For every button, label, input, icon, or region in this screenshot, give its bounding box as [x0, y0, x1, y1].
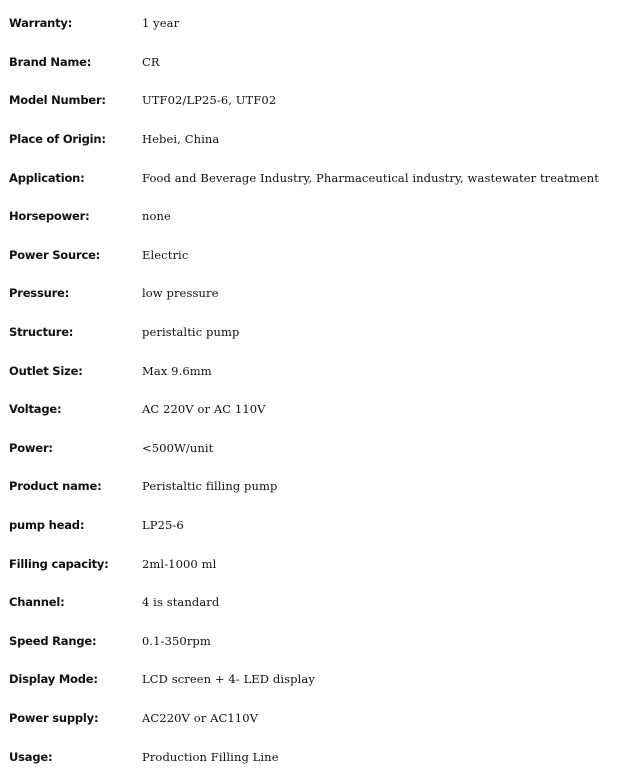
- spec-label: Place of Origin:: [9, 132, 106, 147]
- spec-label: Outlet Size:: [9, 363, 83, 378]
- spec-value: 4 is standard: [142, 595, 220, 610]
- spec-row-structure: [0, 313, 638, 352]
- spec-label: pump head:: [9, 518, 85, 533]
- spec-label: Model Number:: [9, 93, 106, 108]
- spec-value: LP25-6: [142, 518, 184, 533]
- spec-label: Warranty:: [9, 16, 73, 31]
- spec-value: Food and Beverage Industry, Pharmaceutical industry, wastewater treatment: [142, 170, 599, 185]
- spec-row-product-name: [0, 467, 638, 506]
- spec-label: Power:: [9, 440, 53, 455]
- spec-row-place-of-origin: [0, 120, 638, 159]
- spec-label: Power supply:: [9, 710, 99, 725]
- spec-label: Product name:: [9, 479, 102, 494]
- spec-row-display-mode: [0, 660, 638, 699]
- spec-value: AC220V or AC110V: [142, 710, 259, 725]
- spec-label: Application:: [9, 170, 85, 185]
- spec-value: LCD screen + 4- LED display: [142, 672, 315, 687]
- spec-row-brand-name: [0, 43, 638, 82]
- spec-value: Hebei, China: [142, 132, 220, 147]
- spec-label: Filling capacity:: [9, 556, 109, 571]
- spec-value: 2ml-1000 ml: [142, 556, 217, 571]
- spec-label: Usage:: [9, 749, 53, 764]
- spec-label: Speed Range:: [9, 633, 97, 648]
- spec-value: <500W/unit: [142, 440, 214, 455]
- spec-label: Display Mode:: [9, 672, 98, 687]
- product-specifications-table: [0, 4, 638, 776]
- spec-row-filling-capacity: [0, 544, 638, 583]
- spec-label: Structure:: [9, 325, 74, 340]
- spec-row-application: [0, 158, 638, 197]
- spec-row-power-supply: [0, 699, 638, 738]
- spec-label: Power Source:: [9, 247, 101, 262]
- spec-row-voltage: [0, 390, 638, 429]
- spec-row-channel: [0, 583, 638, 622]
- spec-row-power: [0, 429, 638, 468]
- spec-row-pump-head: [0, 506, 638, 545]
- spec-label: Horsepower:: [9, 209, 90, 224]
- spec-value: none: [142, 209, 171, 224]
- spec-value: CR: [142, 54, 160, 69]
- spec-row-speed-range: [0, 622, 638, 661]
- spec-value: AC 220V or AC 110V: [142, 402, 266, 417]
- spec-value: 0.1-350rpm: [142, 633, 211, 648]
- spec-value: Electric: [142, 247, 189, 262]
- spec-label: Pressure:: [9, 286, 70, 301]
- spec-label: Brand Name:: [9, 54, 92, 69]
- spec-value: Max 9.6mm: [142, 363, 212, 378]
- spec-label: Voltage:: [9, 402, 62, 417]
- spec-row-horsepower: [0, 197, 638, 236]
- spec-row-usage: [0, 737, 638, 776]
- spec-row-outlet-size: [0, 351, 638, 390]
- spec-value: UTF02/LP25-6, UTF02: [142, 93, 277, 108]
- spec-row-power-source: [0, 236, 638, 275]
- spec-value: low pressure: [142, 286, 219, 301]
- spec-value: peristaltic pump: [142, 325, 240, 340]
- spec-row-model-number: [0, 81, 638, 120]
- spec-row-warranty: [0, 4, 638, 43]
- spec-value: Production Filling Line: [142, 749, 279, 764]
- spec-label: Channel:: [9, 595, 65, 610]
- spec-row-pressure: [0, 274, 638, 313]
- spec-value: 1 year: [142, 16, 180, 31]
- spec-value: Peristaltic filling pump: [142, 479, 278, 494]
